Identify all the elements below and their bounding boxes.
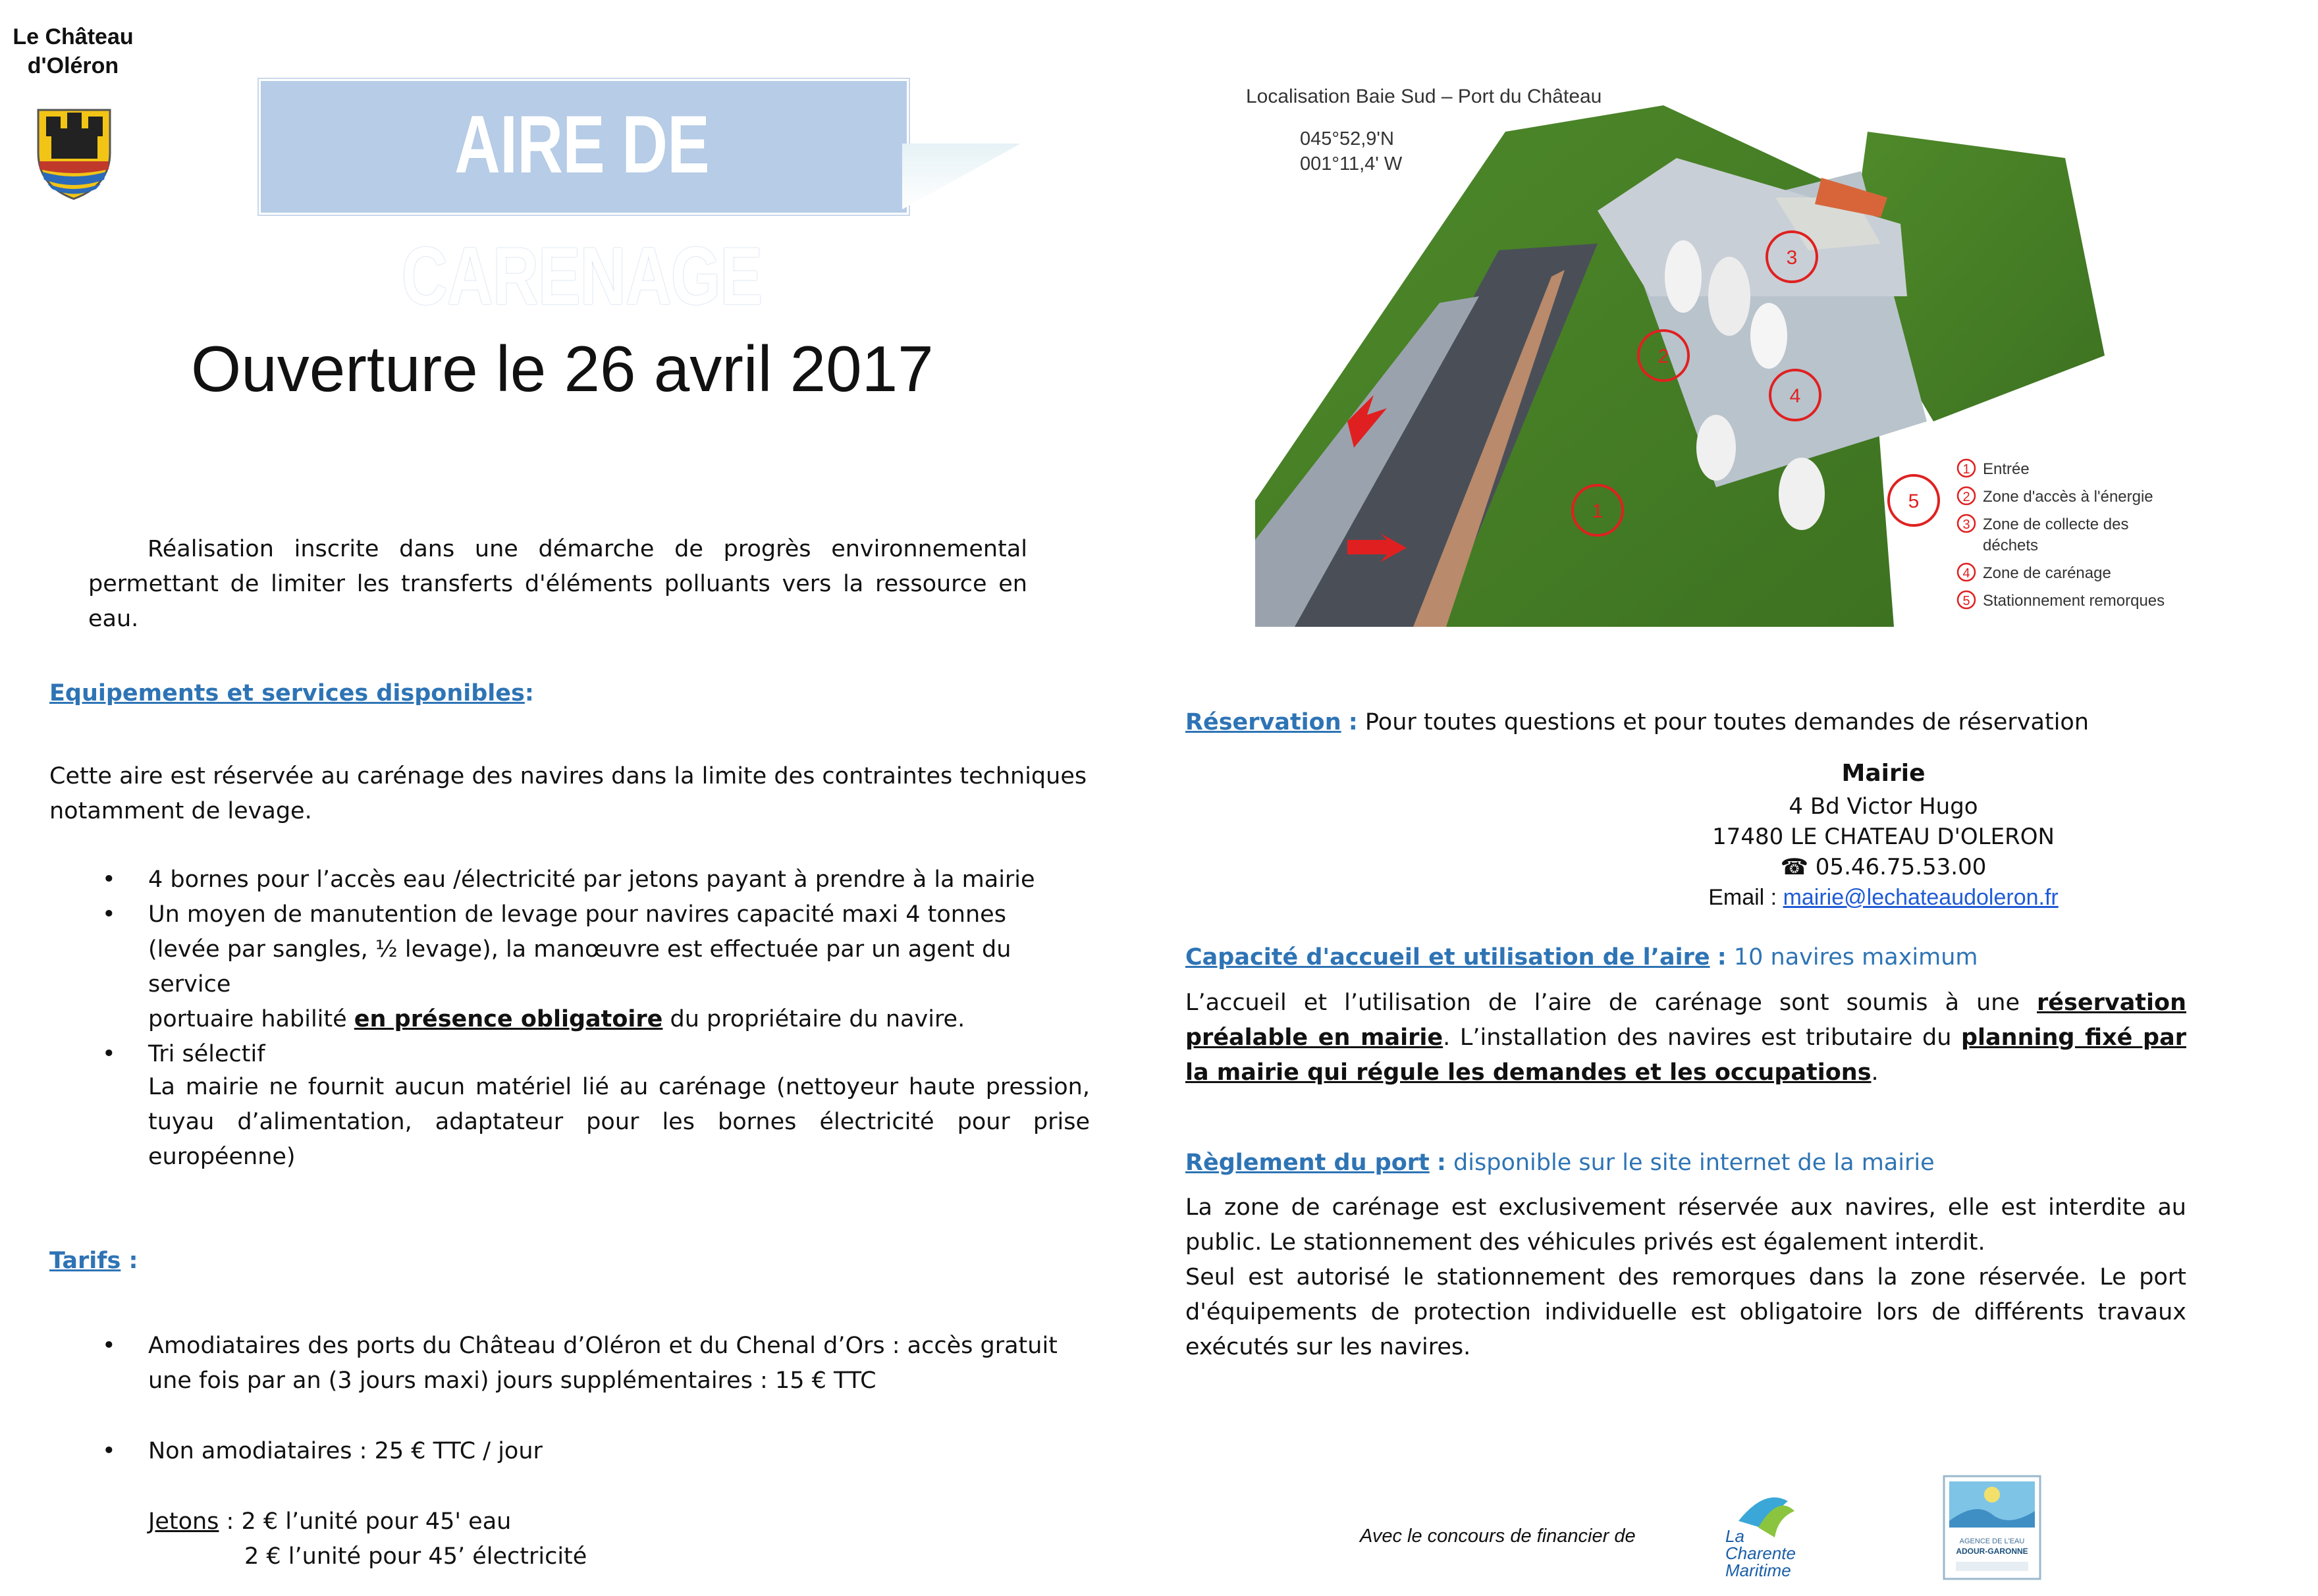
list-item-text: Amodiataires des ports du Château d’Oléron et du Chenal d’Ors : accès gratuit xyxy=(148,1333,1058,1359)
capacite-text-2: . L’installation des navires est tributaire du xyxy=(1443,1024,1961,1051)
reservation-text: Pour toutes questions et pour toutes demandes de réservation xyxy=(1357,709,2089,735)
equipements-heading-label: Equipements et services disponibles xyxy=(49,680,525,706)
capacite-text xyxy=(1185,986,2186,1090)
logo-agence-line1: AGENCE DE L'EAU xyxy=(1959,1537,2025,1545)
legend-number: 1 xyxy=(1962,462,1970,477)
capacite-emphasis-2: planning fixé par la mairie qui régule les demandes et les occupations xyxy=(1185,1024,2186,1086)
tarifs-list-2 xyxy=(49,1434,1090,1469)
capacite-text-1: L’accueil et l’utilisation de l’aire de carénage sont soumis à une xyxy=(1185,990,2037,1016)
list-item-text: (levée par sangles, ½ levage), la manœuvre est effectuée par un agent du service xyxy=(148,936,1011,998)
legend-label: Zone de carénage xyxy=(1983,564,2111,582)
list-item xyxy=(49,1329,1090,1398)
list-item-text: Non amodiataires : 25 € TTC / jour xyxy=(148,1438,543,1464)
reglement-text-1: La zone de carénage est exclusivement réservée aux navires, elle est interdite au public. Le stationnement des véhicules privés est également interdit. xyxy=(1185,1194,2186,1256)
emphasis-text: en présence obligatoire xyxy=(354,1006,663,1032)
mairie-phone: ☎ 05.46.75.53.00 xyxy=(1780,854,1987,880)
email-label: Email : xyxy=(1708,885,1783,910)
list-item-text: du propriétaire du navire. xyxy=(670,1006,965,1032)
legend-label: Entrée xyxy=(1983,460,2030,478)
jetons-electricite: 2 € l’unité pour 45’ électricité xyxy=(244,1543,587,1570)
equipements-list xyxy=(49,863,1090,1072)
list-item xyxy=(49,1434,1090,1469)
bullet-icon: • xyxy=(102,866,116,893)
logo-charente-la: La xyxy=(1725,1526,1744,1546)
capacite-section xyxy=(1185,940,2186,975)
logo-charente-maritime: Maritime xyxy=(1725,1560,1791,1580)
bullet-icon: • xyxy=(102,901,116,928)
reglement-value: disponible sur le site internet de la mairie xyxy=(1453,1150,1935,1176)
mairie-address-1: 4 Bd Victor Hugo xyxy=(1789,793,1978,820)
list-item xyxy=(49,863,1090,897)
list-item-text: portuaire habilité xyxy=(148,1006,347,1032)
map-marker-label: 2 xyxy=(1658,346,1669,367)
mairie-name: Mairie xyxy=(1841,760,1926,787)
reglement-text xyxy=(1185,1190,2186,1365)
map-coord-w: 001°11,4' W xyxy=(1300,153,1403,174)
map-marker-label: 4 xyxy=(1789,385,1801,407)
bullet-icon: • xyxy=(102,1333,116,1359)
agence-eau-logo-icon xyxy=(1943,1475,2041,1580)
site-map xyxy=(1246,79,2165,627)
list-item xyxy=(49,1037,1090,1072)
reglement-section xyxy=(1185,1146,2186,1181)
reservation-section xyxy=(1185,705,2186,740)
capacite-value: 10 navires maximum xyxy=(1733,944,1978,971)
mairie-address-2: 17480 LE CHATEAU D'OLERON xyxy=(1712,824,2055,850)
town-crest-icon xyxy=(33,103,115,202)
equipements-heading xyxy=(49,677,534,710)
list-item-text: 4 bornes pour l’accès eau /électricité par jetons payant à prendre à la mairie xyxy=(148,866,1035,893)
email-link[interactable]: mairie@lechateaudoleron.fr xyxy=(1783,885,2059,910)
equipements-description: Cette aire est réservée au carénage des navires dans la limite des contraintes techniques notamment de levage. xyxy=(49,763,1087,824)
legend-number: 2 xyxy=(1962,490,1970,504)
reglement-colon: : xyxy=(1436,1150,1446,1176)
list-item-text: Un moyen de manutention de levage pour navires capacité maxi 4 tonnes xyxy=(148,901,1006,928)
legend-label: Zone de collecte des xyxy=(1983,516,2129,533)
legend-number: 5 xyxy=(1962,594,1970,608)
legend-label: Stationnement remorques xyxy=(1983,592,2165,610)
reservation-heading: Réservation xyxy=(1185,709,1341,735)
opening-date: Ouverture le 26 avril 2017 xyxy=(191,332,934,405)
capacite-colon: : xyxy=(1717,944,1727,971)
legend-number: 4 xyxy=(1962,566,1970,581)
funding-note: Avec le concours de financier de xyxy=(1360,1526,1636,1547)
jetons-line xyxy=(148,1504,511,1539)
mairie-email-line xyxy=(1449,882,2318,913)
no-material-notice: La mairie ne fournit aucun matériel lié au carénage (nettoyeur haute pression, tuyau d’alimentation, adaptateur pour les bornes électricité pour prise européenne) xyxy=(148,1074,1090,1170)
charente-maritime-logo-icon xyxy=(1712,1481,1811,1580)
logo-agence-line2: ADOUR-GARONNE xyxy=(1956,1547,2028,1556)
title-banner-tail xyxy=(902,144,1021,209)
jetons-label: Jetons xyxy=(148,1508,219,1535)
reglement-heading: Règlement du port xyxy=(1185,1150,1430,1176)
list-item-text: une fois par an (3 jours maxi) jours supplémentaires : 15 € TTC xyxy=(148,1368,876,1394)
list-item xyxy=(49,897,1090,1037)
town-name-line2: d'Oléron xyxy=(27,53,119,78)
legend-label: Zone d'accès à l'énergie xyxy=(1983,488,2153,506)
capacite-text-3: . xyxy=(1871,1059,1879,1086)
reservation-colon: : xyxy=(1348,709,1358,735)
town-name xyxy=(0,22,146,80)
map-marker-label: 1 xyxy=(1592,500,1604,522)
mairie-contact xyxy=(1449,756,2318,913)
tarifs-list xyxy=(49,1329,1090,1398)
page-title: AIRE DE CARENAGE xyxy=(401,99,763,322)
intro-paragraph: Réalisation inscrite dans une démarche de progrès environnemental permettant de limiter les transferts d'éléments polluants vers la ressource en eau. xyxy=(88,536,1027,632)
tarifs-heading xyxy=(49,1244,138,1277)
logo-charente-name: Charente xyxy=(1725,1543,1796,1563)
map-marker-label: 5 xyxy=(1908,491,1920,512)
reglement-text-2: Seul est autorisé le stationnement des remorques dans la zone réservée. Le port d'équipements de protection individuelle est obligatoire lors de différents travaux exécutés sur les navires. xyxy=(1185,1264,2186,1360)
capacite-heading: Capacité d'accueil et utilisation de l’aire xyxy=(1185,944,1710,971)
tarifs-heading-colon: : xyxy=(128,1248,138,1274)
town-name-line1: Le Château xyxy=(13,24,134,49)
bullet-icon: • xyxy=(102,1438,116,1464)
map-marker-label: 3 xyxy=(1786,247,1798,269)
capacite-emphasis-1: réservation préalable en mairie xyxy=(1185,990,2186,1051)
legend-label: déchets xyxy=(1983,537,2039,554)
jetons-eau: : 2 € l’unité pour 45' eau xyxy=(219,1508,512,1535)
legend-number: 3 xyxy=(1962,518,1970,532)
bullet-icon: • xyxy=(102,1041,116,1067)
map-coord-n: 045°52,9'N xyxy=(1300,128,1394,149)
equipements-heading-colon: : xyxy=(524,680,534,706)
tarifs-heading-label: Tarifs xyxy=(49,1248,121,1274)
map-caption-title: Localisation Baie Sud – Port du Château xyxy=(1246,86,1602,107)
list-item-text: Tri sélectif xyxy=(148,1041,265,1067)
